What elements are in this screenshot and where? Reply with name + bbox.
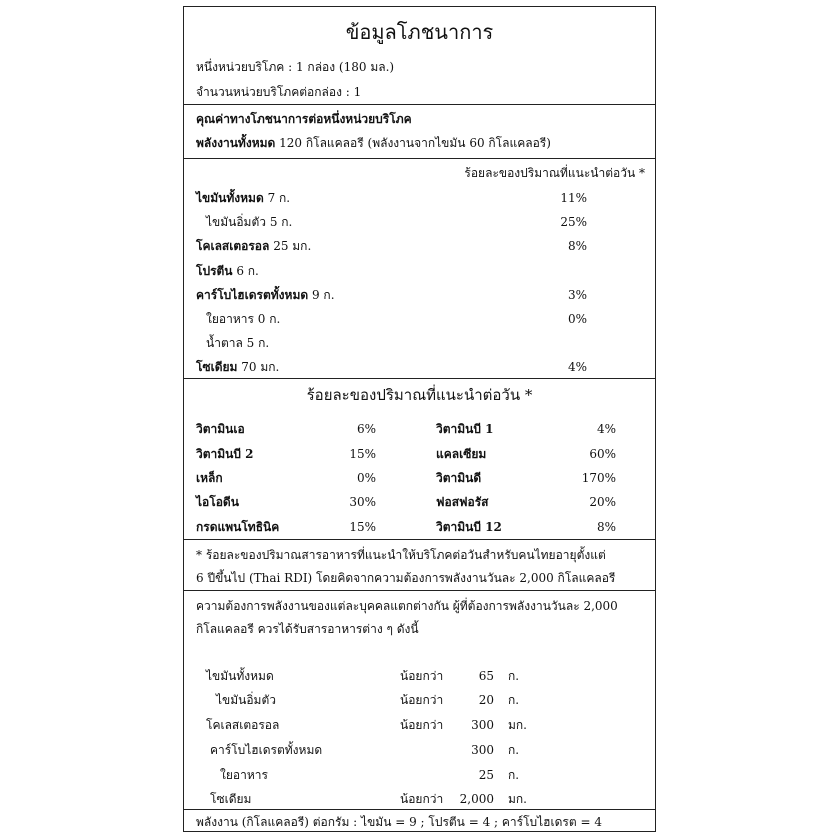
needs-unit: ก. [508,669,520,683]
nutrient-amount: 9 ก. [311,288,335,302]
vitamin-name: เหล็ก [196,471,223,485]
divider [184,378,655,379]
nutrient-label: ไขมันทั้งหมด [196,191,264,205]
nutrient-label: ไขมันอิ่มตัว 5 ก. [206,215,293,229]
vitamin-pct: 6% [356,422,376,436]
needs-unit: มก. [508,792,527,806]
needs-label: โคเลสเตอรอล [206,718,280,732]
vitamin-pct: 60% [589,447,616,461]
nutrient-amount: 7 ก. [267,191,291,205]
vitamin-name: วิตามินเอ [196,422,245,436]
nutrient-pct: 25% [560,215,587,229]
needs-unit: ก. [508,743,520,757]
nutrient-row [196,263,259,279]
vitamin-name: ฟอสฟอรัส [436,495,489,509]
nutrient-pct: 0% [567,312,587,326]
needs-value: 20 [478,693,494,707]
needs-qualifier: น้อยกว่า [400,718,444,732]
dv-header: ร้อยละของปริมาณที่แนะนำต่อวัน * [464,166,645,180]
needs-value: 2,000 [459,792,494,806]
nutrient-label: คาร์โบไฮเดรตทั้งหมด [196,288,309,302]
vitamin-name: วิตามินบี 12 [436,520,502,534]
nutrient-amount: 25 มก. [273,239,312,253]
vitamin-name: กรดแพนโทธินิค [196,520,280,534]
divider [184,590,655,591]
footnote-line: * ร้อยละของปริมาณสารอาหารที่แนะนำให้บริโภคต่อวันสำหรับคนไทยอายุตั้งแต่ [196,548,606,562]
nutrient-amount: 6 ก. [236,264,259,278]
nutrient-row [196,190,290,206]
per-serving-heading: คุณค่าทางโภชนาการต่อหนึ่งหน่วยบริโภค [196,112,412,126]
nutrient-label: โคเลสเตอรอล [196,239,270,253]
vitamin-pct: 15% [349,447,376,461]
nutrition-facts-label [183,6,656,832]
needs-label: คาร์โบไฮเดรตทั้งหมด [210,743,323,757]
nutrient-label: ใยอาหาร 0 ก. [206,312,281,326]
needs-value: 300 [471,743,494,757]
needs-label: โซเดียม [210,792,252,806]
nutrient-pct: 4% [567,360,587,374]
vitamin-pct: 4% [596,422,616,436]
divider [184,539,655,540]
vitamin-name: วิตามินบี 1 [436,422,494,436]
nutrient-label: น้ำตาล 5 ก. [206,336,270,350]
nutrient-row [196,359,279,375]
nutrient-row [196,238,311,254]
needs-unit: มก. [508,718,527,732]
nutrient-pct: 8% [567,239,587,253]
vitamin-pct: 0% [356,471,376,485]
vitamin-name: วิตามินดี [436,471,482,485]
nutrient-label: โปรตีน [196,264,233,278]
nutrient-row [206,311,280,327]
energy-value: 120 กิโลแคลอรี (พลังงานจากไขมัน 60 กิโลแคลอรี) [279,136,551,150]
serving-size: หนึ่งหน่วยบริโภค : 1 กล่อง (180 มล.) [196,60,395,74]
nutrient-label: โซเดียม [196,360,238,374]
divider [184,158,655,159]
nutrient-row [206,335,269,351]
needs-qualifier: น้อยกว่า [400,792,444,806]
needs-qualifier: น้อยกว่า [400,693,444,707]
nutrient-pct: 3% [567,288,587,302]
vitamin-name: ไอโอดีน [196,495,239,509]
needs-text: ความต้องการพลังงานของแต่ละบุคคลแตกต่างกัน ผู้ที่ต้องการพลังงานวันละ 2,000 [196,599,618,613]
needs-label: ไขมันอิ่มตัว [216,693,276,707]
vitamin-name: แคลเซียม [436,447,487,461]
vitamin-name: วิตามินบี 2 [196,447,254,461]
divider [184,809,655,810]
nutrient-row [196,287,335,303]
energy-per-gram-footer: พลังงาน (กิโลแคลอรี) ต่อกรัม : ไขมัน = 9 ; โปรตีน = 4 ; คาร์โบไฮเดรต = 4 [196,815,602,829]
divider [184,104,655,105]
energy-label: พลังงานทั้งหมด [196,136,276,150]
servings-per-container: จำนวนหน่วยบริโภคต่อกล่อง : 1 [196,85,362,99]
needs-value: 300 [471,718,494,732]
needs-qualifier: น้อยกว่า [400,669,444,683]
vitamin-pct: 15% [349,520,376,534]
needs-label: ไขมันทั้งหมด [206,669,274,683]
nutrient-pct: 11% [560,191,587,205]
footnote-line: 6 ปีขึ้นไป (Thai RDI) โดยคิดจากความต้องการพลังงานวันละ 2,000 กิโลแคลอรี [196,571,616,585]
nutrient-amount: 70 มก. [241,360,280,374]
needs-label: ใยอาหาร [220,768,268,782]
energy-line [196,135,551,151]
needs-text: กิโลแคลอรี ควรได้รับสารอาหารต่าง ๆ ดังนี้ [196,622,419,636]
label-title: ข้อมูลโภชนาการ [345,20,494,44]
needs-value: 65 [478,669,494,683]
vitamins-header: ร้อยละของปริมาณที่แนะนำต่อวัน * [306,386,533,404]
nutrient-row [206,214,292,230]
vitamin-pct: 8% [596,520,616,534]
needs-unit: ก. [508,768,520,782]
vitamin-pct: 170% [581,471,616,485]
needs-unit: ก. [508,693,520,707]
needs-value: 25 [478,768,494,782]
vitamin-pct: 30% [349,495,376,509]
vitamin-pct: 20% [589,495,616,509]
